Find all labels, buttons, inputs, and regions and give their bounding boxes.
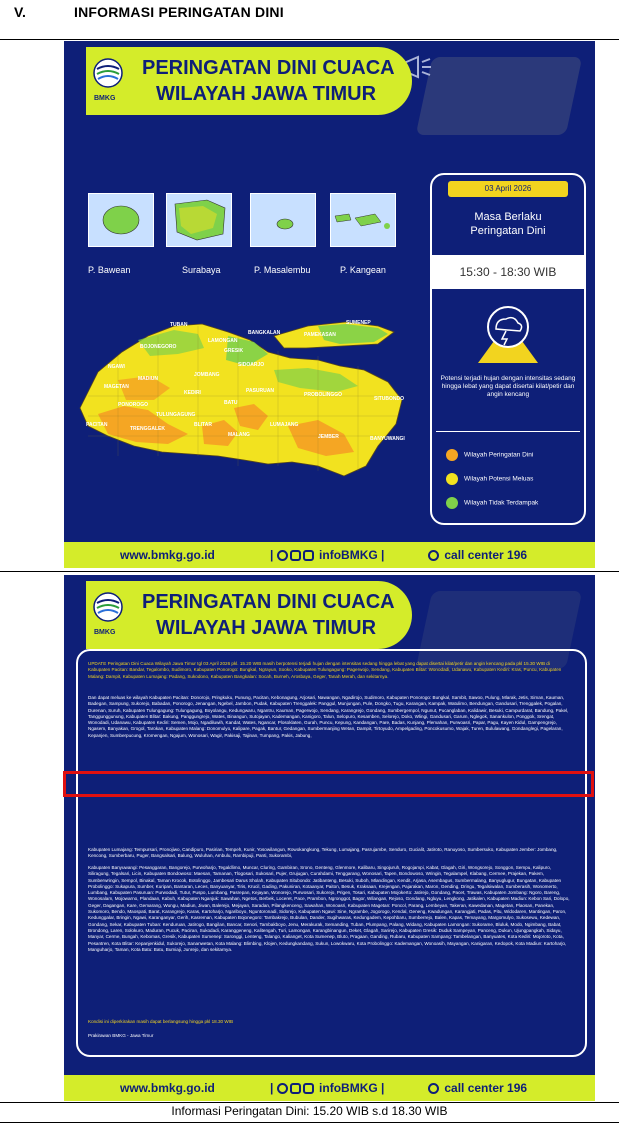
legend-dot-green-icon — [446, 497, 458, 509]
validity-label-line1: Masa Berlaku — [474, 211, 542, 223]
thunderstorm-icon — [474, 301, 542, 369]
table-caption-divider — [0, 1102, 619, 1103]
validity-time-range: 15:30 - 18:30 WIB — [432, 255, 584, 289]
inset-map-bawean — [88, 193, 154, 247]
bulletin-box — [76, 649, 587, 1057]
youtube-icon — [303, 1083, 314, 1094]
map-label-pasuruan: PASURUAN — [246, 388, 274, 394]
youtube-icon — [303, 550, 314, 561]
footer-url: www.bmkg.go.id — [120, 548, 215, 562]
bmkg-logo-text: BMKG — [94, 629, 116, 636]
whatsapp-icon — [277, 1083, 288, 1094]
warning-date: 03 April 2026 — [448, 181, 568, 197]
poster-footer — [64, 1075, 595, 1101]
figure-caption: Informasi Peringatan Dini: 15.20 WIB s.d 18.30 WIB — [171, 1104, 448, 1118]
highlight-rectangle — [63, 771, 594, 797]
whatsapp-icon — [277, 550, 288, 561]
footer-url: www.bmkg.go.id — [120, 1081, 215, 1095]
section-number: V. — [14, 4, 26, 20]
inset-label-bawean: P. Bawean — [88, 265, 131, 275]
bmkg-logo-icon — [92, 57, 124, 95]
map-label-situbondo: SITUBONDO — [374, 396, 404, 402]
map-label-blitar: BLITAR — [194, 422, 212, 428]
map-label-jombang: JOMBANG — [194, 372, 220, 378]
legend-dot-orange-icon — [446, 449, 458, 461]
legend-item-unaffected: Wilayah Tidak Terdampak — [446, 497, 538, 509]
phone-icon — [428, 550, 439, 561]
east-java-map — [78, 296, 428, 486]
map-label-probolinggo: PROBOLINGGO — [304, 392, 343, 398]
map-label-gresik: GRESIK — [224, 348, 244, 354]
section-title: INFORMASI PERINGATAN DINI — [74, 4, 284, 20]
map-label-lumajang: LUMAJANG — [270, 422, 299, 428]
bulletin-expansion-paragraph: Dan dapat meluas ke wilayah Kabupaten Pacitan: Donorojo, Pringkuku, Punung, Pacitan, Kebonagung, Arjosari, Nawangan, Ngadirojo, Sudimoro, Kabupaten Ponorogo: Bungkal, Sambit, Sawoo, Pulung, Mlarak, Jetis, Siman, Kauman, Badegan, Sampung, Sukorejo, Babadan, Ponorogo, Jenangan, Ngebel, Jambon, Pudak, Kabupaten Trenggalek: Panggul, Munjungan, Pule, Dongko, Tugu, Karangan, Kampak, Watulimo, Bendungan, Gandusari, Trenggalek, Pogalan, Durenan, Suruh, Kabupaten Tulungagung: Tulungagung, Boyolangu, Kedungwaru, Ngantru, Kauman, Pagerwojo, Sendang, Karangrejo, Gondang, Sumbergempol, Ngunut, Pucanglaban, Kalidawir, Besuki, Campurdarat, Bandung, Pakel, Tanggunggunung, Kabupaten Blitar: Bakung, Panggungrejo, Wates, Binangun, Sutojayan, Kademangan, Kanigoro, Talun, Selopuro, Kesamben, Selorejo, Doko, Wlingi, Gandusari, Garum, Nglegok, Sanankulon, Ponggok, Srengat, Wonodadi, Udanawu, Kabupaten Kediri: Semen, Mojo, Ngadiluwih, Kandat, Wates, Ngancar, Plosoklaten, Gurah, Puncu, Kepung, Kandangan, Pare, Badas, Kunjang, Plemahan, Purwoasri, Papar, Pagu, Kayen Kidul, Gampengrejo, Ngasem, Banyakan, Grogol, Tarokan, Kabupaten Malang: Donomulyo, Kalipare, Pagak, Bantur, Gedangan, Sumbermanjing Wetan, Dampit, Tirtoyudo, Ampelgading, Poncokusumo, Wajak, Turen, Bululawang, Gondanglegi, Pagelaran, Kepanjen, Sumberpucung, Kromengan, Ngajum, Wonosari, Wagir, Pakisaji, Tajinan, Tumpang, Pakis, Jabung, — [88, 695, 570, 738]
warning-info-card — [430, 173, 586, 525]
poster-title-line2: WILAYAH JAWA TIMUR — [156, 83, 377, 105]
bulletin-forecaster: Prakirawan BMKG - Jawa Timur — [88, 1033, 154, 1038]
map-label-magetan: MAGETAN — [104, 384, 129, 390]
map-label-madiun: MADIUN — [138, 376, 158, 382]
poster-title-banner — [86, 47, 412, 115]
inset-label-kangean: P. Kangean — [340, 265, 386, 275]
warning-poster-map — [64, 41, 595, 568]
instagram-icon — [290, 1083, 301, 1094]
map-label-bangkalan: BANGKALAN — [248, 330, 281, 336]
inset-label-masalembu: P. Masalembu — [254, 265, 311, 275]
footer-call-center: call center 196 — [428, 1081, 527, 1095]
bulletin-highlighted-lines: Kabupaten Lumajang: Tempursari, Pronojiwo, Candipuro, Pasirian, Tempeh, Kunir, Yosowilangun, Rowokangkung, Tekung, Lumajang, Pasrujambe, Senduro, Gucialit, Jatiroto, Ranuyoso, Sumbersuko, Kabupaten Jember: Jombang, Kencong, Sumberbaru, Puger, Bangsalsari, Balung, Wuluhan, Ambulu, Rambipuji, Panti, Sukorambi, — [88, 847, 559, 859]
bulletin-update-paragraph: UPDATE Peringatan Dini Cuaca Wilayah Jawa Timur tgl 03 April 2026 pkl. 15.20 WIB masih berpotensi terjadi hujan dengan intensitas sedang hingga lebat yang dapat disertai kilat/petir dan angin kencang pada pkl 15.30 WIB di Kabupaten Pacitan: Bandar, Tegalombo, Sudimoro, Kabupaten Ponorogo: Bungkal, Ngrayun, Sooko, Kabupaten Tulungagung: Pagerwojo, Sendang, Kabupaten Blitar: Wonodadi, Udanawu, Kabupaten Kediri: Kras, Puncu, Kabupaten Malang: Dampit, Kabupaten Lumajang: Padang, Sukodono, Kabupaten Bangkalan: Socah, Burneh, Arosbaya, Geger, Tanah Merah, dan sekitarnya. — [88, 661, 563, 679]
map-label-trenggalek: TRENGGALEK — [130, 426, 165, 432]
validity-label-line2: Peringatan Dini — [470, 225, 546, 237]
phone-icon — [428, 1083, 439, 1094]
map-label-ngawi: NGAWI — [108, 364, 125, 370]
map-label-banyuwangi: BANYUWANGI — [370, 436, 405, 442]
footer-call-center: call center 196 — [428, 548, 527, 562]
map-label-pamekasan: PAMEKASAN — [304, 332, 336, 338]
inset-map-surabaya — [166, 193, 232, 247]
legend-item-warning: Wilayah Peringatan Dini — [446, 449, 533, 461]
poster-title-line1: PERINGATAN DINI CUACA — [142, 57, 395, 79]
map-label-tulungagung: TULUNGAGUNG — [156, 412, 196, 418]
inset-label-surabaya: Surabaya — [182, 265, 221, 275]
table-top-border — [0, 39, 619, 40]
device-illustration — [416, 57, 583, 135]
warning-poster-bulletin — [64, 575, 595, 1101]
footer-social: | infoBMKG | — [270, 1081, 385, 1095]
map-label-batu: BATU — [224, 400, 238, 406]
map-label-tuban: TUBAN — [170, 322, 188, 328]
map-label-kediri: KEDIRI — [184, 390, 201, 396]
bmkg-logo-icon — [92, 591, 124, 629]
legend-dot-yellow-icon — [446, 473, 458, 485]
poster-title-banner — [86, 581, 412, 649]
table-row-divider — [0, 571, 619, 572]
bulletin-duration-note: Kondisi ini diperkirakan masih dapat berlangsung hingga pkl 18.30 WIB — [88, 1019, 234, 1024]
map-label-malang: MALANG — [228, 432, 250, 438]
inset-map-kangean — [330, 193, 396, 247]
map-label-lamongan: LAMONGAN — [208, 338, 238, 344]
map-label-sidoarjo: SIDOARJO — [238, 362, 265, 368]
card-divider — [436, 431, 580, 432]
bmkg-logo-text: BMKG — [94, 95, 116, 102]
instagram-icon — [290, 550, 301, 561]
map-label-jember: JEMBER — [318, 434, 339, 440]
table-bottom-border — [0, 1122, 619, 1123]
map-label-ponorogo: PONOROGO — [118, 402, 149, 408]
inset-map-masalembu — [250, 193, 316, 247]
footer-social: | infoBMKG | — [270, 548, 385, 562]
poster-title-line1: PERINGATAN DINI CUACA — [142, 591, 395, 613]
map-label-sumenep: SUMENEP — [346, 320, 371, 326]
potential-description: Potensi terjadi hujan dengan intensitas sedang hingga lebat yang dapat disertai kilat/petir dan angin kencang — [440, 375, 576, 398]
poster-footer — [64, 542, 595, 568]
map-label-bojonegoro: BOJONEGORO — [140, 344, 177, 350]
map-label-pacitan: PACITAN — [86, 422, 108, 428]
poster-title-line2: WILAYAH JAWA TIMUR — [156, 617, 377, 639]
bulletin-expansion-continued: Kabupaten Banyuwangi: Pesanggaran, Bangorejo, Purwoharjo, Tegaldlimo, Muncar, Cluring, Gambiran, Srono, Genteng, Glenmore, Kalibaru, Singojuruh, Rogojampi, Kabat, Glagah, Giri, Wongsorejo, Songgon, Sempu, Kalipuro, Siliragung, Tegalsari, Licin, Kabupaten Bondowoso: Maesan, Tamanan, Tlogosari, Sukosari, Pujer, Grujugan, Curahdami, Tenggarang, Wonosari, Tapen, Bondowoso, Wringin, Tegalampel, Klabang, Cermee, Prajekan, Pakem, Sumberwringin, Sempol, Binakal, Taman Krocok, Botolinggo, Jambesari Darus Sholah, Kabupaten Situbondo: Jatibanteng, Besuki, Suboh, Mlandingan, Kendit, Arjasa, Asembagus, Sumbermalang, Banyuglugur, Bungatan, Kabupaten Probolinggo: Sukapura, Sumber, Kuripan, Bantaran, Leces, Banyuanyar, Tiris, Krucil, Gading, Pakuniran, Kotaanyar, Paiton, Besuk, Kraksaan, Krejengan, Pajarakan, Maron, Gending, Dringu, Tegalsiwalan, Sumberasih, Wonomerto, Lumbang, Kabupaten Pasuruan: Purwodadi, Tutur, Puspo, Lumbang, Pasrepan, Kejayan, Wonorejo, Purwosari, Sukorejo, Prigen, Tosari, Kabupaten Mojokerto: Jatirejo, Gondang, Pacet, Trawas, Kabupaten Jombang: Ngoro, Bareng, Wonosalam, Mojowarno, Plandaan, Kabuh, Kabupaten Nganjuk: Sawahan, Ngetos, Berbek, Loceret, Pace, Prambon, Ngronggot, Bagor, Wilangan, Rejoso, Gondang, Ngluyu, Lengkong, Jatikalen, Kabupaten Madiun: Kebon Sari, Dolopo, Geger, Dagangan, Kare, Gemarang, Wungu, Madiun, Jiwan, Balerejo, Mejayan, Saradan, Pilangkenceng, Sawahan, Wonoasri, Kabupaten Magetan: Poncol, Parang, Lembeyan, Takeran, Kawedanan, Magetan, Plaosan, Panekan, Sukomoro, Bendo, Maospati, Barat, Karangrejo, Karas, Kartoharjo, Ngariboyo, Nguntoronadi, Sidorejo, Kabupaten Ngawi: Sine, Ngrambe, Jogorogo, Kendal, Geneng, Kwadungan, Karangjati, Padas, Pitu, Widodaren, Mantingan, Paron, Kedunggalar, Bringin, Ngawi, Karanganyar, Gerih, Kasreman, Kabupaten Bojonegoro: Tambakrejo, Bubulan, Dander, Sugihwaras, Kedungadem, Kepohbaru, Sumberrejo, Balen, Kapas, Temayang, Margomulyo, Sukosewu, Kedewan, Gondang, Sekar, Kabupaten Tuban: Kenduruan, Jatirogo, Bangilan, Bancar, Senori, Tambakboyo, Jenu, Merakurak, Semanding, Tuban, Plumpang, Palang, Widang, Kabupaten Lamongan: Sukorame, Bluluk, Modo, Ngimbang, Babat, Brondong, Laren, Solokuro, Maduran, Pucuk, Paciran, Sukodadi, Karanggeneng, Kalitengah, Turi, Lamongan, Karangbinangun, Deket, Glagah, Sarirejo, Kabupaten Gresik: Duduk Sampeyan, Panceng, Dukun, Ujungpangkah, Sidayu, Manyar, Cerme, Bungah, Kebomas, Gresik, Kabupaten Sumenep: Saronggi, Lenteng, Talango, Kalianget, Kota Sumenep, Bluto, Pragaan, Ganding, Rubaru, Kabupaten Sampang: Tambelangan, Banyuates, Kota Kediri: Mojoroto, Kota, Pesantren, Kota Blitar: Kepanjenkidul, Sukorejo, Sananwetan, Kota Malang: Blimbing, Klojen, Kedungkandang, Sukun, Lowokwaru, Kota Probolinggo: Kademangan, Wonoasih, Mayangan, Kanigaran, Kedopok, Kota Madiun: Kartoharjo, Manguharjo, Taman, Kota Batu: Batu, Bumiaji, Junrejo, dan sekitarnya. — [88, 865, 571, 952]
legend-item-potential: Wilayah Potensi Meluas — [446, 473, 533, 485]
